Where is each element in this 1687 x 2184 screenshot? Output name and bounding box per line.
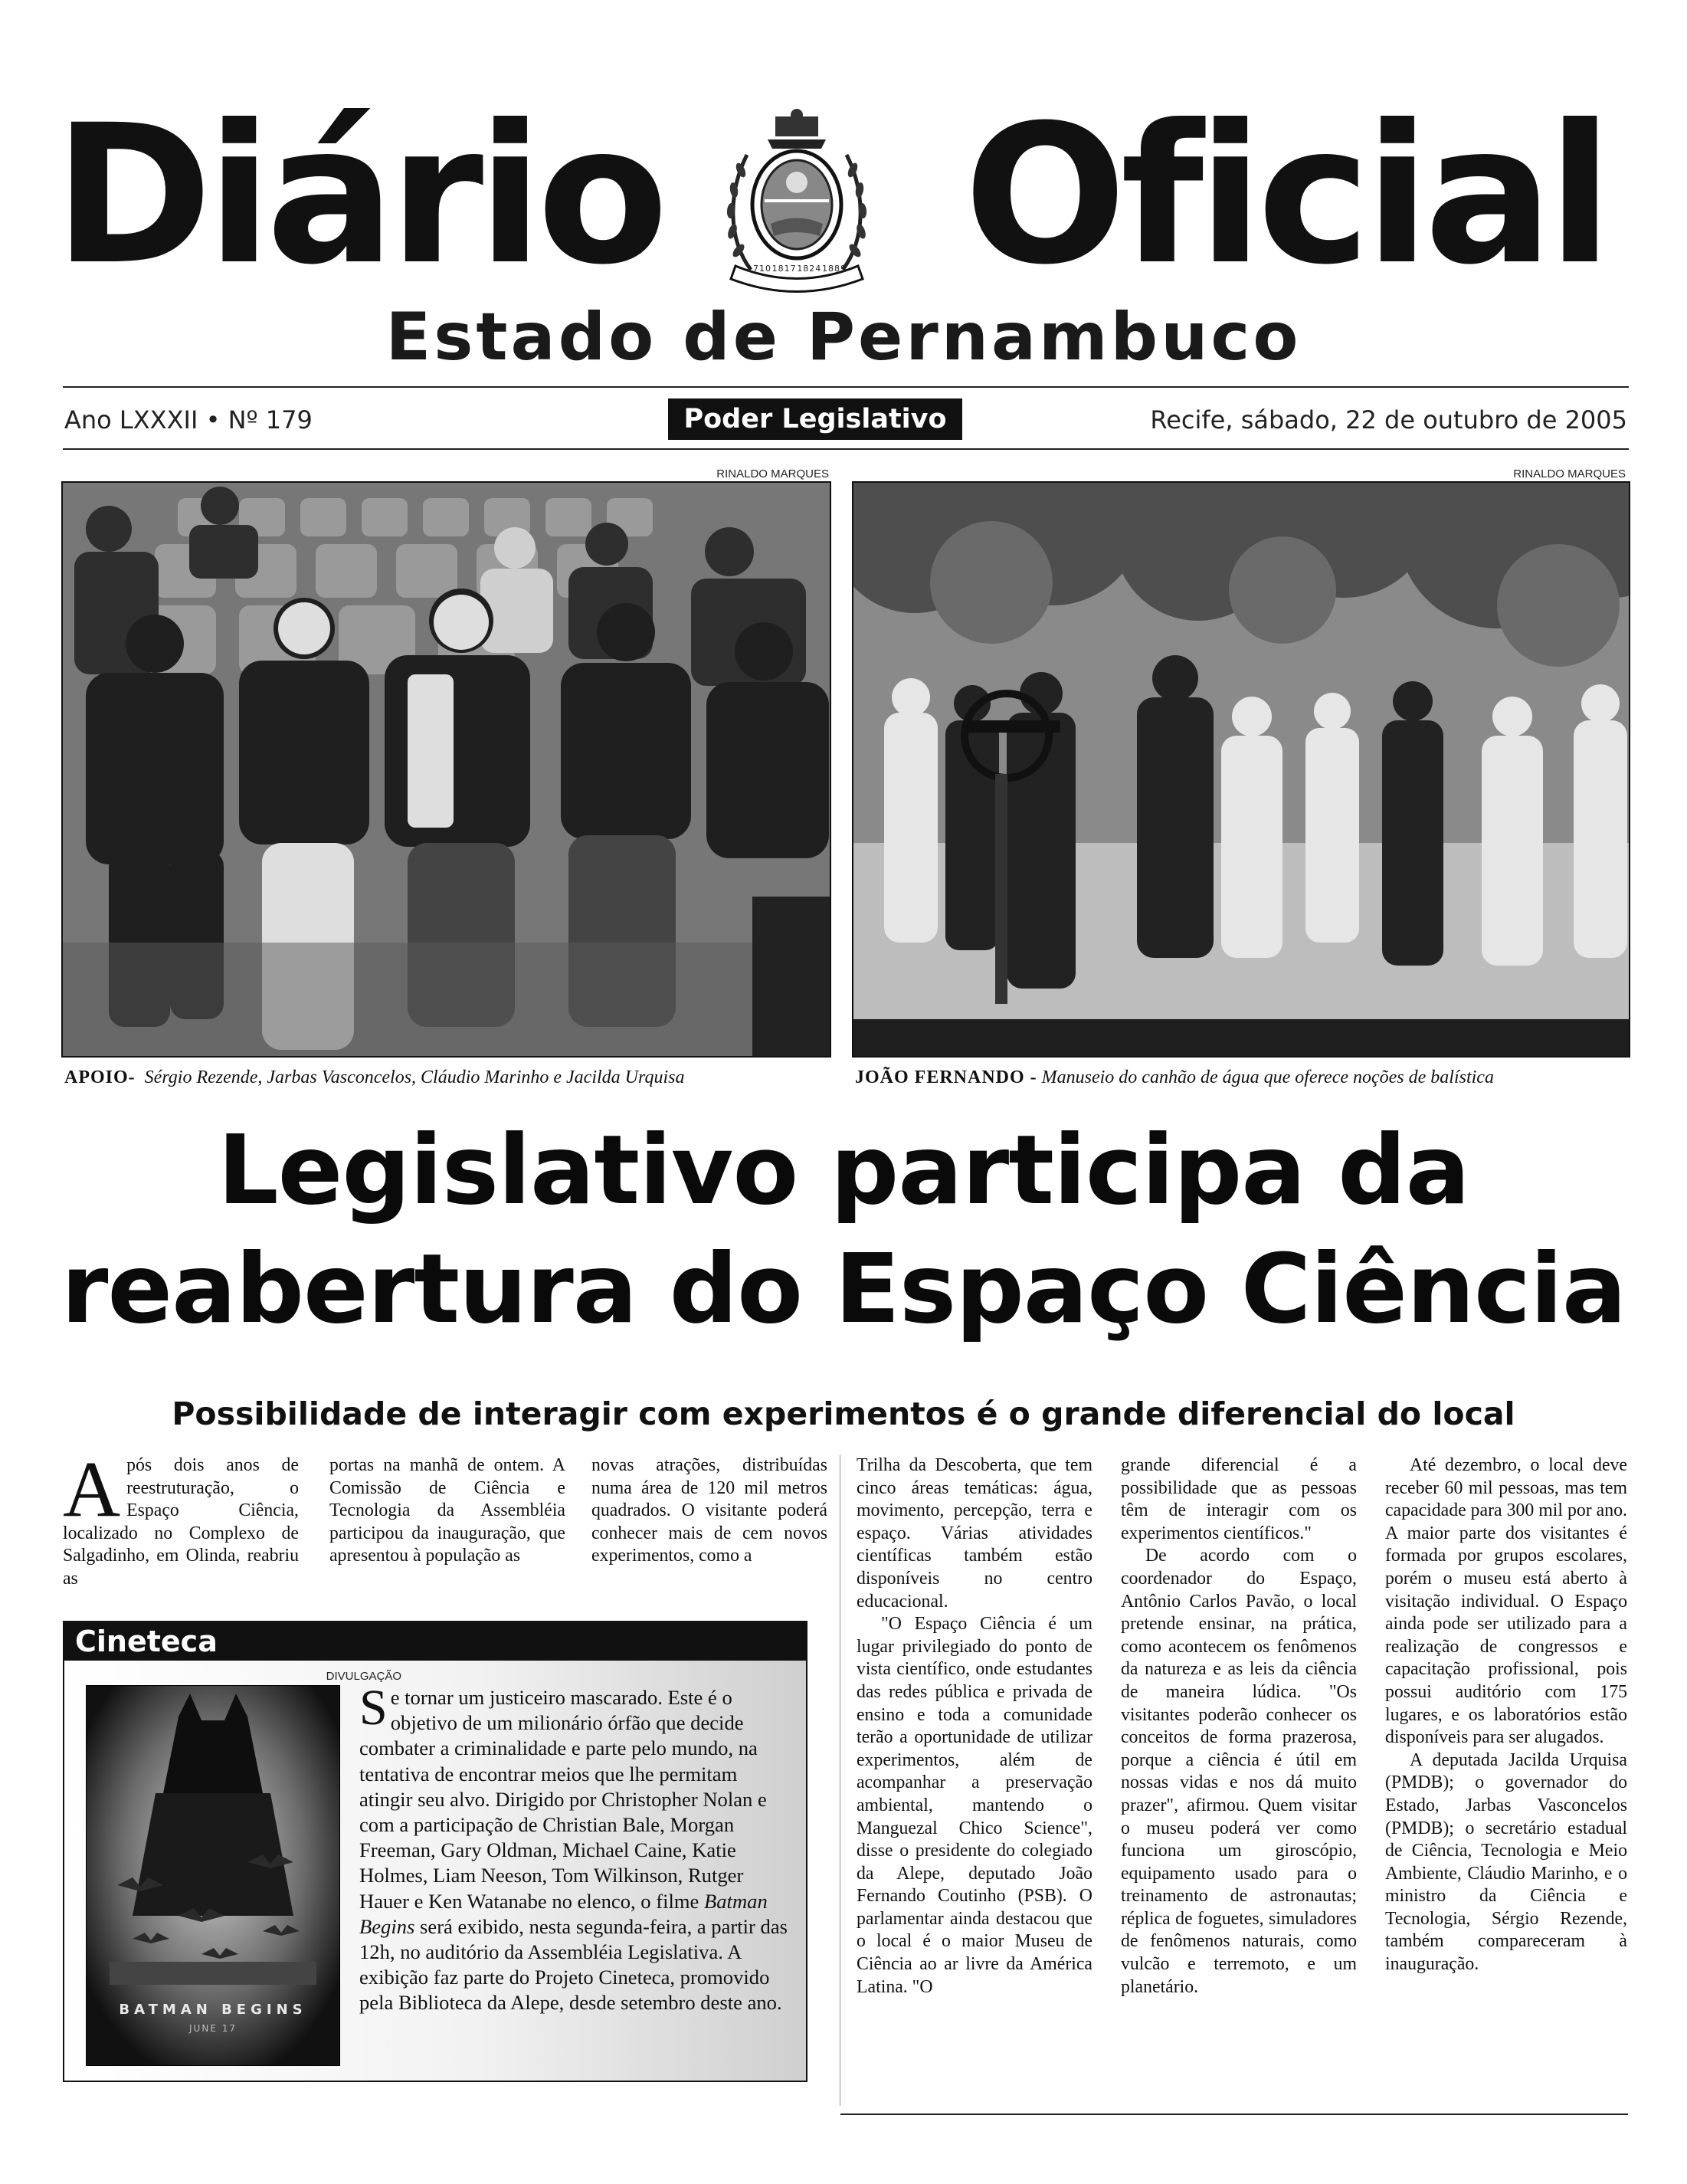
article-col2-text: portas na manhã de ontem. A Comissão de Ciência e Tecnologia da Assembléia participou da inauguração, que apresentou à população as <box>329 1455 565 1566</box>
headline-line-1: Legislativo participa da <box>217 1115 1470 1226</box>
seal-year-2: 1817 <box>771 264 797 274</box>
photo-left-caption <box>64 1067 684 1088</box>
article-col4-p1: Trilha da Descoberta, que tem cinco áreas temáticas: água, movimento, percepção, terra e espaço. Várias atividades científicas também estão disponíveis no centro educacional. <box>857 1455 1092 1612</box>
cineteca-text-b: será exibido, nesta segunda-feira, a partir das 12h, no auditório da Assembléia Legislativa. A exibição faz parte do Projeto Cineteca, promovido pela Biblioteca da Alepe, desde setembro deste ano. <box>359 1914 788 2015</box>
article-column-3 <box>591 1454 827 1568</box>
auditorium-photo-art <box>63 483 830 1056</box>
photo-right-credit: RINALDO MARQUES <box>1513 467 1626 480</box>
batman-poster <box>86 1685 340 2066</box>
cineteca-dropcap: S <box>359 1680 388 1736</box>
headline <box>0 1111 1687 1349</box>
seal-year-3: 1824 <box>797 264 822 274</box>
poster-title: BATMAN BEGINS <box>119 2002 307 2018</box>
article-col1-text: pós dois anos de reestruturação, o Espaço Ciência, localizado no Complexo de Salgadinho, em Olinda, reabriu as <box>63 1455 299 1589</box>
photo-right-caption-lead: JOÃO FERNANDO - <box>855 1067 1037 1087</box>
article-col4-p2: "O Espaço Ciência é um lugar privilegiado do ponto de vista científico, onde estudantes das redes pública e privada de ensino e toda a comunidade terão a oportunidade de utilizar experimentos, além de acompanhar a preservação ambiental, mantendo o Manguezal Chico Science", disse o presidente do colegiado da Alepe, deputado João Fernando Coutinho (PSB). O parlamentar ainda destacou que o local é o maior Museu de Ciência ao ar livre da América Latina. "O <box>857 1614 1092 1997</box>
article-column-2 <box>329 1454 565 1568</box>
headline-line-2: reabertura do Espaço Ciência <box>61 1234 1626 1345</box>
cineteca-photo-credit: DIVULGAÇÃO <box>326 1670 401 1683</box>
article-column-5 <box>1121 1454 1357 1999</box>
photo-right-caption-text: Manuseio do canhão de água que oferece noções de balística <box>1041 1067 1494 1087</box>
subheadline: Possibilidade de interagir com experimentos é o grande diferencial do local <box>172 1395 1515 1432</box>
bottom-rule <box>840 2113 1628 2115</box>
article-col6-p2: A deputada Jacilda Urquisa (PMDB); o governador do Estado, Jarbas Vasconcelos (PMDB); o secretário estadual de Ciência, Tecnologia e Meio Ambiente, Cláudio Marinho, e o ministro da Ciência e Tecnologia, Sérgio Rezende, também compareceram à inauguração. <box>1385 1749 1627 1975</box>
photo-left-caption-lead: APOIO- <box>64 1067 136 1087</box>
cineteca-text-a: e tornar um justiceiro mascarado. Este é o objetivo de um milionário órfão que decide combater a criminalidade e parte pelo mundo, na tentativa de encontrar meios que lhe permitam atingir seu alvo. Dirigido por Christopher Nolan e com a participação de Christian Bale, Morgan Freeman, Gary Oldman, Michael Caine, Katie Holmes, Liam Neeson, Tom Wilkinson, Rutger Hauer e Ken Watanabe no elenco, o filme <box>359 1686 767 1913</box>
article-col6-p1: Até dezembro, o local deve receber 60 mil pessoas, mas tem capacidade para 300 mil por ano. A maior parte dos visitantes é formada por grupos escolares, porém o museu está aberto à visitação individual. O Espaço ainda pode ser utilizado para a realização de congressos e capacitação profissional, pois possui auditório com 175 lugares, e os laboratórios estão disponíveis para ser alugados. <box>1385 1455 1627 1748</box>
seal-ribbon <box>747 264 847 274</box>
cineteca-title: Cineteca <box>64 1622 806 1661</box>
cineteca-film-title: Batman Begins <box>359 1889 768 1938</box>
article-col5-p2: De acordo com o coordenador do Espaço, Antônio Carlos Pavão, o local pretende ensinar, na prática, como acontecem os fenômenos da natureza e as leis da ciência de maneira lúdica. "Os visitantes poderão conhecer os conceitos de forma prazerosa, porque a ciência é útil em nossas vidas e nos dá muito prazer", afirmou. Quem visitar o museu poderá ver como funciona um giroscópio, equipamento usado para o treinamento de astronautas; réplica de foguetes, simuladores de fenômenos naturais, como vulcão e terremoto, e um planetário. <box>1121 1546 1357 1997</box>
masthead-rule-bottom <box>63 448 1629 450</box>
article-column-6 <box>1385 1454 1627 1976</box>
seal-year-4: 1889 <box>821 264 847 274</box>
article-dropcap: A <box>63 1445 121 1533</box>
photo-right-caption <box>855 1067 1494 1088</box>
article-column-4 <box>857 1454 1092 1999</box>
section-badge: Poder Legislativo <box>668 398 962 440</box>
water-cannon-photo-art <box>853 483 1629 1056</box>
cineteca-text <box>359 1680 788 2016</box>
masthead-title-left: Diário <box>54 84 663 307</box>
photo-water-cannon <box>852 481 1630 1058</box>
masthead-subtitle: Estado de Pernambuco <box>385 299 1302 375</box>
cineteca-box <box>63 1621 807 2082</box>
article-col5-p1: grande diferencial é a possibilidade que as pessoas têm de interagir com os experimentos científicos." <box>1121 1455 1357 1543</box>
poster-date: JUNE 17 <box>189 2023 237 2034</box>
photo-left-caption-text: Sérgio Rezende, Jarbas Vasconcelos, Cláudio Marinho e Jacilda Urquisa <box>144 1067 685 1087</box>
dateline: Recife, sábado, 22 de outubro de 2005 <box>1150 405 1627 435</box>
seal-year-1: 1710 <box>747 264 771 274</box>
edition-number: Ano LXXXII • Nº 179 <box>64 405 313 435</box>
article-col3-text: novas atrações, distribuídas numa área de 120 mil metros quadrados. O visitante poderá conhecer mais de cem novos experimentos, como a <box>591 1455 827 1566</box>
article-column-1 <box>63 1445 299 1591</box>
masthead-rule-top <box>63 386 1629 388</box>
photo-left-credit: RINALDO MARQUES <box>716 467 829 480</box>
photo-auditorium <box>61 481 831 1058</box>
masthead-title-right: Oficial <box>964 84 1607 307</box>
